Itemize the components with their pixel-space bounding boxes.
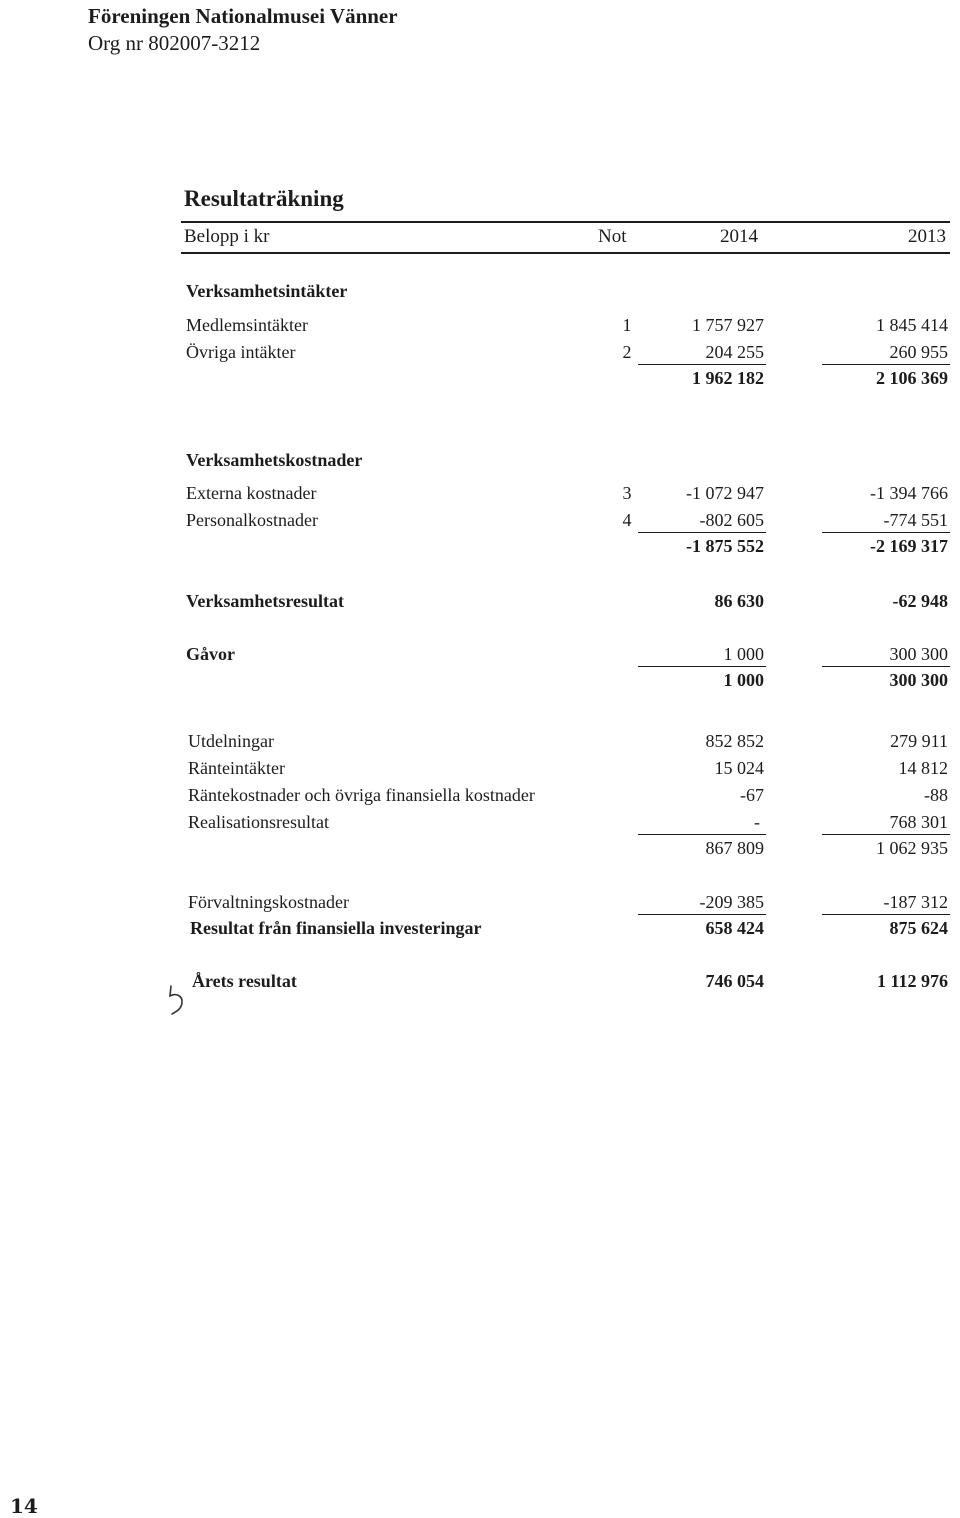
row-value-2013: 260 955 — [889, 342, 948, 362]
gifts-value-2013: 300 300 — [889, 644, 948, 664]
operating-result-2014: 86 630 — [714, 591, 764, 611]
column-header-2013: 2013 — [908, 226, 946, 247]
row-value-2013: -774 551 — [883, 510, 948, 530]
row-value-2014: -1 072 947 — [686, 483, 764, 503]
page-title: Resultaträkning — [184, 186, 344, 211]
row-value-2014: 15 024 — [714, 758, 764, 778]
row-note: 3 — [622, 483, 632, 503]
year-result-label: Årets resultat — [192, 971, 297, 991]
year-result-2013: 1 112 976 — [876, 971, 948, 991]
subtotal-value-2014: 1 962 182 — [692, 368, 764, 388]
organization-name: Föreningen Nationalmusei Vänner — [88, 4, 398, 28]
year-result-2014: 746 054 — [705, 971, 764, 991]
financial-result-2013: 875 624 — [889, 918, 948, 938]
operating-result-label: Verksamhetsresultat — [186, 591, 344, 611]
financial-subtotal-2014: 867 809 — [705, 838, 764, 858]
row-label: Räntekostnader och övriga finansiella kostnader — [188, 785, 535, 805]
row-value-2014: - — [754, 812, 760, 832]
handwritten-mark — [163, 983, 193, 1024]
column-header-label: Belopp i kr — [184, 226, 270, 247]
row-label: Ränteintäkter — [188, 758, 285, 778]
row-value-2014: 1 757 927 — [692, 315, 764, 335]
subtotal-value-2014: -1 875 552 — [686, 536, 764, 556]
gifts-total-2014: 1 000 — [723, 670, 764, 690]
subtotal-rule-2014 — [638, 914, 766, 915]
row-label: Utdelningar — [188, 731, 274, 751]
subtotal-rule-2014 — [638, 532, 766, 533]
row-label: Övriga intäkter — [186, 342, 296, 362]
row-value-2014: 204 255 — [705, 342, 764, 362]
gifts-value-2014: 1 000 — [723, 644, 764, 664]
row-label: Personalkostnader — [186, 510, 318, 530]
row-value-2013: 768 301 — [889, 812, 948, 832]
subtotal-rule-2013 — [822, 532, 950, 533]
financial-result-2014: 658 424 — [705, 918, 764, 938]
gifts-total-2013: 300 300 — [889, 670, 948, 690]
subtotal-rule-2013 — [822, 914, 950, 915]
subtotal-value-2013: -2 169 317 — [870, 536, 948, 556]
row-value-2014: 852 852 — [705, 731, 764, 751]
section-heading-costs: Verksamhetskostnader — [186, 450, 363, 470]
gifts-label: Gåvor — [186, 644, 235, 664]
row-value-2014: -802 605 — [699, 510, 764, 530]
row-label: Externa kostnader — [186, 483, 317, 503]
financial-result-label: Resultat från finansiella investeringar — [190, 918, 482, 938]
page-number: 14 — [10, 1494, 38, 1518]
row-value-2013: -88 — [924, 785, 948, 805]
row-value-2014: -67 — [740, 785, 764, 805]
row-value-2013: 14 812 — [898, 758, 948, 778]
operating-result-2013: -62 948 — [892, 591, 948, 611]
subtotal-rule-2014 — [638, 666, 766, 667]
row-note: 1 — [622, 315, 632, 335]
row-value-2014: -209 385 — [699, 892, 764, 912]
column-header-note: Not — [598, 226, 627, 247]
row-label: Realisationsresultat — [188, 812, 329, 832]
subtotal-rule-2013 — [822, 666, 950, 667]
title-rule — [181, 221, 950, 223]
row-label: Förvaltningskostnader — [188, 892, 349, 912]
row-label: Medlemsintäkter — [186, 315, 308, 335]
subtotal-rule-2013 — [822, 834, 950, 835]
subtotal-rule-2013 — [822, 364, 950, 365]
subtotal-rule-2014 — [638, 834, 766, 835]
subtotal-value-2013: 2 106 369 — [876, 368, 948, 388]
row-value-2013: 1 845 414 — [876, 315, 948, 335]
row-value-2013: -187 312 — [883, 892, 948, 912]
row-note: 2 — [622, 342, 632, 362]
organization-number: Org nr 802007-3212 — [88, 31, 261, 55]
section-heading-income: Verksamhetsintäkter — [186, 281, 348, 301]
financial-subtotal-2013: 1 062 935 — [876, 838, 948, 858]
row-value-2013: 279 911 — [890, 731, 948, 751]
header-rule — [181, 252, 950, 254]
row-value-2013: -1 394 766 — [870, 483, 948, 503]
column-header-2014: 2014 — [720, 226, 758, 247]
subtotal-rule-2014 — [638, 364, 766, 365]
row-note: 4 — [622, 510, 632, 530]
